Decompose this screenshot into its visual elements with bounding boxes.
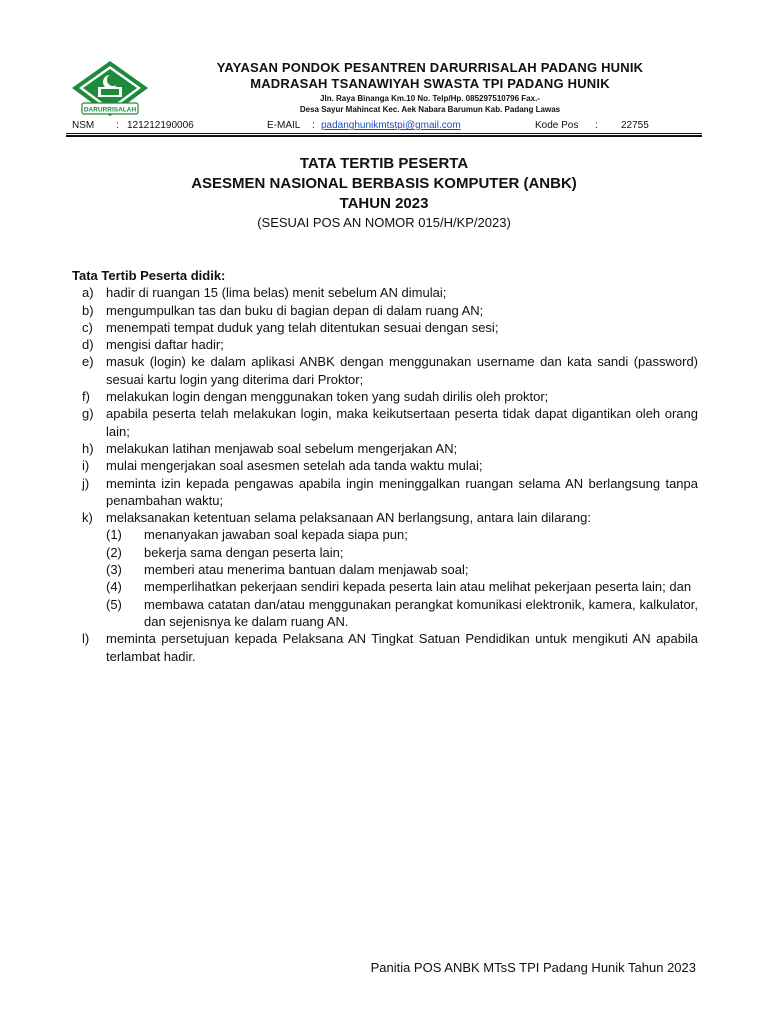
school-logo bbox=[68, 60, 152, 120]
sub-list-item bbox=[106, 596, 698, 631]
address-line-1: Jln. Raya Binanga Km.10 No. Telp/Hp. 085297510796 Fax.- bbox=[320, 94, 540, 103]
postal-label: Kode Pos bbox=[535, 120, 579, 131]
sub-list-item bbox=[106, 526, 698, 543]
list-marker: l) bbox=[82, 631, 90, 647]
email-separator: : bbox=[312, 120, 315, 131]
list-item-text: hadir di ruangan 15 (lima belas) menit sebelum AN dimulai; bbox=[106, 285, 447, 301]
contact-row bbox=[0, 119, 768, 133]
sub-list-item bbox=[106, 578, 698, 595]
list-marker: d) bbox=[82, 337, 94, 353]
sub-list-item bbox=[106, 544, 698, 561]
list-item-text: mulai mengerjakan soal asesmen setelah ada tanda waktu mulai; bbox=[106, 458, 483, 474]
list-item bbox=[72, 440, 698, 457]
sub-list-marker: (1) bbox=[106, 527, 122, 543]
list-item bbox=[72, 630, 698, 665]
sub-list-item-text: memberi atau menerima bantuan dalam menjawab soal; bbox=[144, 562, 469, 578]
list-item bbox=[72, 457, 698, 474]
list-marker: i) bbox=[82, 458, 90, 474]
school-name: MADRASAH TSANAWIYAH SWASTA TPI PADANG HUNIK bbox=[250, 76, 610, 91]
sub-list-item-text: menanyakan jawaban soal kepada siapa pun; bbox=[144, 527, 408, 543]
sub-list-marker: (5) bbox=[106, 596, 122, 612]
logo-text: DARURRISALAH bbox=[83, 106, 137, 114]
prohibited-list bbox=[106, 526, 698, 630]
sub-list-marker: (2) bbox=[106, 544, 122, 560]
footer-committee: Panitia POS ANBK MTsS TPI Padang Hunik Tahun 2023 bbox=[370, 960, 696, 975]
sub-list-item-text: bekerja sama dengan peserta lain; bbox=[144, 544, 344, 560]
school-logo-icon bbox=[68, 60, 152, 120]
list-item-text: mengisi daftar hadir; bbox=[106, 337, 224, 353]
nsm-separator: : bbox=[116, 120, 119, 131]
title-line-2: ASESMEN NASIONAL BERBASIS KOMPUTER (ANBK) bbox=[191, 175, 577, 192]
address-line-2: Desa Sayur Mahincat Kec. Aek Nabara Barumun Kab. Padang Lawas bbox=[299, 105, 561, 114]
list-item bbox=[72, 388, 698, 405]
list-marker: b) bbox=[82, 302, 94, 318]
email-link[interactable]: padanghunikmtstpi@gmail.com bbox=[321, 120, 461, 131]
nsm-value: 121212190006 bbox=[127, 120, 194, 131]
rules-list bbox=[72, 284, 698, 665]
list-item bbox=[72, 405, 698, 440]
list-marker: j) bbox=[82, 475, 90, 491]
list-marker: c) bbox=[82, 319, 93, 335]
list-marker: g) bbox=[82, 406, 94, 422]
document-title-block bbox=[60, 154, 708, 232]
section-heading: Tata Tertib Peserta didik: bbox=[72, 268, 226, 283]
list-item bbox=[72, 336, 698, 353]
nsm-label: NSM bbox=[72, 120, 95, 131]
list-item-text: menempati tempat duduk yang telah ditentukan sesuai dengan sesi; bbox=[106, 319, 499, 335]
title-line-3: TAHUN 2023 bbox=[339, 195, 429, 212]
sub-list-item bbox=[106, 561, 698, 578]
sub-list-item-text: membawa catatan dan/atau menggunakan perangkat komunikasi elektronik, kamera, kalkulator, dan sejenisnya ke dalam ruang AN. bbox=[144, 596, 698, 629]
rules-content bbox=[72, 267, 698, 665]
list-item-text: masuk (login) ke dalam aplikasi ANBK dengan menggunakan username dan kata sandi (password) sesuai kartu login yang diterima dari Proktor; bbox=[106, 354, 698, 387]
list-item bbox=[72, 284, 698, 301]
list-item bbox=[72, 319, 698, 336]
list-item-text: mengumpulkan tas dan buku di bagian depan di dalam ruang AN; bbox=[106, 302, 484, 318]
letterhead-text bbox=[150, 60, 710, 115]
list-marker: a) bbox=[82, 285, 94, 301]
list-item-text: melakukan latihan menjawab soal sebelum mengerjakan AN; bbox=[106, 440, 458, 456]
list-item-text: melaksanakan ketentuan selama pelaksanaan AN berlangsung, antara lain dilarang: bbox=[106, 510, 591, 526]
list-marker: h) bbox=[82, 440, 94, 456]
title-subtitle: (SESUAI POS AN NOMOR 015/H/KP/2023) bbox=[257, 215, 511, 230]
title-line-1: TATA TERTIB PESERTA bbox=[299, 155, 469, 172]
list-item bbox=[72, 509, 698, 630]
list-item-text: meminta izin kepada pengawas apabila ingin meninggalkan ruangan selama AN berlangsung tanpa penambahan waktu; bbox=[106, 475, 698, 508]
sub-list-item-text: memperlihatkan pekerjaan sendiri kepada peserta lain atau melihat pekerjaan peserta lain; dan bbox=[144, 579, 692, 595]
list-item-text: meminta persetujuan kepada Pelaksana AN Tingkat Satuan Pendidikan untuk mengikuti AN apabila terlambat hadir. bbox=[106, 631, 698, 664]
list-item bbox=[72, 353, 698, 388]
list-marker: f) bbox=[82, 389, 90, 405]
list-marker: e) bbox=[82, 354, 94, 370]
postal-value: 22755 bbox=[621, 120, 649, 131]
header-rule-thick bbox=[66, 135, 702, 137]
email-label: E-MAIL bbox=[267, 120, 301, 131]
list-item-text: melakukan login dengan menggunakan token yang sudah dirilis oleh proktor; bbox=[106, 389, 549, 405]
list-item-text: apabila peserta telah melakukan login, maka keikutsertaan peserta tidak dapat digantikan oleh orang lain; bbox=[106, 406, 698, 439]
list-item bbox=[72, 475, 698, 510]
header-rule-thin bbox=[66, 133, 702, 134]
list-marker: k) bbox=[82, 510, 93, 526]
foundation-name: YAYASAN PONDOK PESANTREN DARURRISALAH PADANG HUNIK bbox=[216, 60, 644, 75]
postal-separator: : bbox=[595, 120, 598, 131]
sub-list-marker: (4) bbox=[106, 579, 122, 595]
sub-list-marker: (3) bbox=[106, 562, 122, 578]
list-item bbox=[72, 302, 698, 319]
